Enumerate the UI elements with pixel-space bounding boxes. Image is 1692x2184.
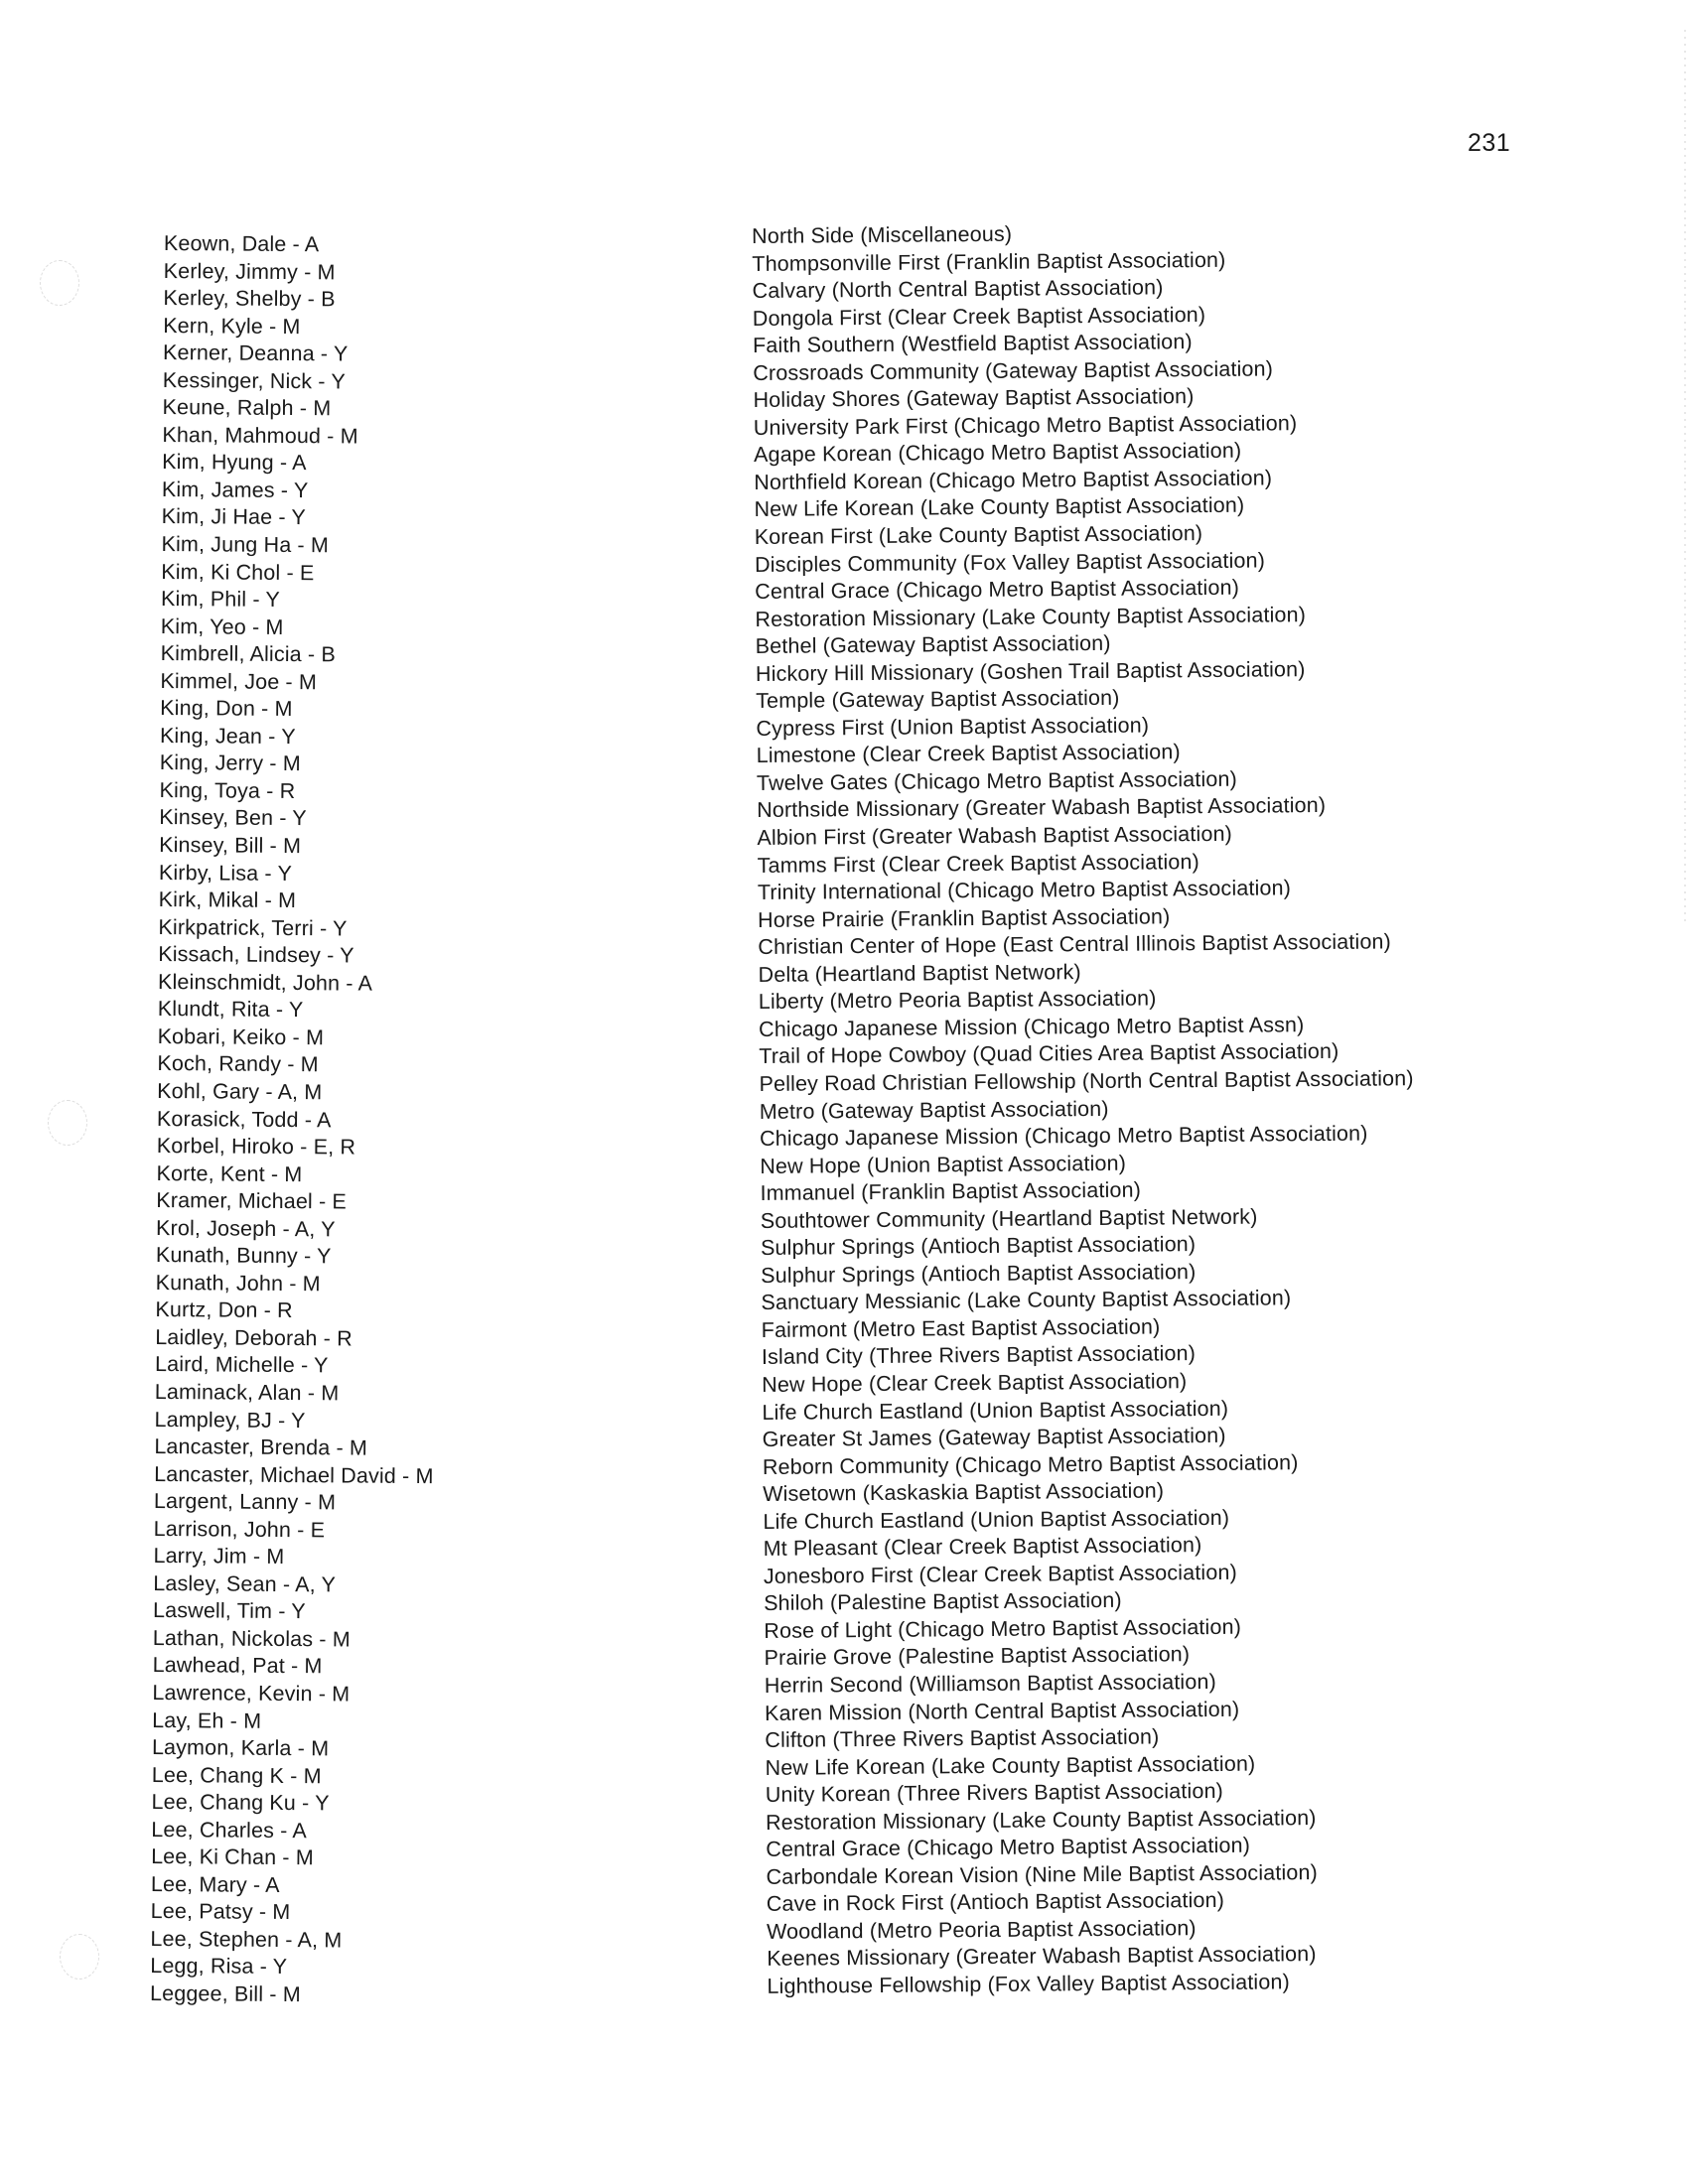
person-name: Kim, Phil - Y (160, 587, 281, 613)
person-name: Laymon, Karla - M (151, 1735, 330, 1761)
church-association: Liberty (Metro Peoria Baptist Association) (758, 986, 1157, 1015)
scan-edge-marks (1684, 30, 1686, 923)
church-association: Faith Southern (Westfield Baptist Association) (752, 330, 1193, 358)
church-association: Herrin Second (Williamson Baptist Association) (764, 1669, 1216, 1698)
person-name: Kerley, Jimmy - M (163, 258, 336, 284)
church-association: Crossroads Community (Gateway Baptist Association) (753, 356, 1274, 385)
church-association: Delta (Heartland Baptist Network) (758, 959, 1081, 987)
person-name: Largent, Lanny - M (153, 1489, 337, 1515)
person-name: Laidley, Deborah - R (155, 1324, 352, 1351)
church-association: Jonesboro First (Clear Creek Baptist Association) (763, 1560, 1237, 1588)
church-association: New Life Korean (Lake County Baptist Association) (765, 1751, 1256, 1780)
church-association: Calvary (North Central Baptist Association) (752, 275, 1164, 304)
church-association: Clifton (Three Rivers Baptist Association) (765, 1724, 1160, 1753)
church-association: Island City (Three Rivers Baptist Association) (761, 1341, 1197, 1370)
person-name: Lee, Charles - A (151, 1817, 308, 1843)
church-association: North Side (Miscellaneous) (752, 221, 1013, 248)
church-association: Bethel (Gateway Baptist Association) (755, 631, 1111, 659)
person-name: Kohl, Gary - A, M (157, 1078, 323, 1105)
church-association: Holiday Shores (Gateway Baptist Association) (753, 384, 1195, 413)
church-association: Wisetown (Kaskaskia Baptist Association) (763, 1478, 1165, 1507)
church-association: Cypress First (Union Baptist Association) (756, 713, 1150, 741)
person-name: Korte, Kent - M (156, 1160, 303, 1186)
person-name: Kim, Yeo - M (160, 614, 284, 639)
church-association: Lighthouse Fellowship (Fox Valley Baptist Association) (767, 1970, 1290, 1998)
binder-hole (60, 1934, 99, 1979)
church-association: Central Grace (Chicago Metro Baptist Association) (766, 1833, 1251, 1862)
church-association: Chicago Japanese Mission (Chicago Metro Baptist Assn) (758, 1013, 1305, 1041)
church-association: Reborn Community (Chicago Metro Baptist Association) (762, 1449, 1299, 1479)
person-name: Kirkpatrick, Terri - Y (158, 914, 348, 941)
person-name: Klundt, Rita - Y (157, 997, 304, 1023)
person-name: Kurtz, Don - R (155, 1297, 293, 1323)
name-column (150, 230, 443, 2010)
church-association: Metro (Gateway Baptist Association) (759, 1096, 1109, 1124)
church-association: Immanuel (Franklin Baptist Association) (760, 1177, 1142, 1206)
person-name: Keune, Ralph - M (162, 395, 332, 421)
church-association: Trinity International (Chicago Metro Baptist Association) (757, 876, 1292, 905)
church-association: Prairie Grove (Palestine Baptist Association) (764, 1642, 1191, 1671)
person-name: Kleinschmidt, John - A (157, 969, 373, 996)
person-name: Krol, Joseph - A, Y (156, 1215, 336, 1242)
person-name: Kinsey, Bill - M (159, 833, 302, 859)
person-name: Kerner, Deanna - Y (162, 341, 349, 366)
person-name: Kirby, Lisa - Y (158, 860, 293, 886)
person-name: Laird, Michelle - Y (154, 1352, 329, 1378)
person-name: Lee, Chang Ku - Y (151, 1790, 330, 1816)
church-association: Thompsonville First (Franklin Baptist Association) (752, 247, 1226, 276)
binder-hole (48, 1100, 87, 1146)
church-association: Shiloh (Palestine Baptist Association) (764, 1588, 1122, 1616)
church-association: Mt Pleasant (Clear Creek Baptist Association) (763, 1533, 1202, 1562)
person-name: Kramer, Michael - E (156, 1188, 348, 1214)
person-name: Lee, Ki Chan - M (151, 1844, 314, 1870)
church-association: Temple (Gateway Baptist Association) (756, 686, 1120, 714)
person-name: Laswell, Tim - Y (152, 1598, 306, 1624)
church-association: New Hope (Union Baptist Association) (760, 1151, 1127, 1178)
church-association: Christian Center of Hope (East Central Illinois Baptist Association) (758, 929, 1392, 960)
person-name: Kimbrell, Alicia - B (160, 641, 336, 667)
binder-hole (40, 260, 79, 306)
page-number: 231 (1468, 129, 1511, 157)
person-name: Koch, Randy - M (157, 1051, 319, 1077)
church-association: Unity Korean (Three Rivers Baptist Association) (765, 1779, 1224, 1808)
church-association: Sulphur Springs (Antioch Baptist Association) (760, 1232, 1197, 1261)
person-name: Kerley, Shelby - B (163, 286, 336, 312)
church-association: Sulphur Springs (Antioch Baptist Association) (761, 1259, 1197, 1288)
person-name: Kobari, Keiko - M (157, 1024, 325, 1050)
person-name: King, Don - M (160, 696, 293, 722)
person-name: Lee, Patsy - M (150, 1899, 291, 1925)
church-association: Dongola First (Clear Creek Baptist Association) (752, 302, 1206, 331)
church-association: Restoration Missionary (Lake County Baptist Association) (765, 1805, 1317, 1835)
church-association: Disciples Community (Fox Valley Baptist Association) (754, 548, 1266, 577)
church-association: Northfield Korean (Chicago Metro Baptist Association) (754, 466, 1273, 494)
church-association: Limestone (Clear Creek Baptist Association) (756, 740, 1181, 768)
person-name: Korasick, Todd - A (156, 1106, 332, 1132)
person-name: Kessinger, Nick - Y (162, 367, 346, 394)
person-name: Kim, Ki Chol - E (161, 559, 315, 585)
person-name: Kim, Hyung - A (162, 450, 307, 476)
person-name: Lathan, Nickolas - M (152, 1625, 351, 1652)
church-association: Hickory Hill Missionary (Goshen Trail Baptist Association) (755, 656, 1306, 686)
person-name: Lee, Stephen - A, M (150, 1926, 343, 1953)
person-name: Lee, Mary - A (150, 1871, 280, 1897)
person-name: King, Toya - R (159, 777, 296, 803)
church-association: Life Church Eastland (Union Baptist Association) (762, 1396, 1229, 1425)
church-association: Southtower Community (Heartland Baptist Network) (760, 1204, 1258, 1233)
church-association: Chicago Japanese Mission (Chicago Metro Baptist Association) (759, 1121, 1368, 1152)
church-association: Horse Prairie (Franklin Baptist Association) (758, 904, 1171, 932)
person-name: Larrison, John - E (153, 1516, 326, 1543)
church-association: Woodland (Metro Peoria Baptist Association) (766, 1916, 1197, 1944)
person-name: Kirk, Mikal - M (158, 887, 297, 913)
person-name: Kern, Kyle - M (163, 313, 301, 339)
church-column (752, 217, 1422, 2000)
person-name: Lancaster, Brenda - M (154, 1434, 368, 1460)
church-association: Agape Korean (Chicago Metro Baptist Association) (753, 439, 1242, 468)
church-association: Albion First (Greater Wabash Baptist Association) (757, 821, 1233, 851)
person-name: Lampley, BJ - Y (154, 1407, 306, 1433)
church-association: Life Church Eastland (Union Baptist Association) (763, 1505, 1230, 1534)
person-name: Kunath, John - M (155, 1270, 321, 1297)
person-name: Lee, Chang K - M (151, 1762, 322, 1788)
church-association: Sanctuary Messianic (Lake County Baptist Association) (761, 1286, 1292, 1315)
person-name: Keown, Dale - A (163, 230, 320, 257)
church-association: Rose of Light (Chicago Metro Baptist Association) (764, 1614, 1242, 1643)
person-name: Lancaster, Michael David - M (154, 1461, 434, 1488)
church-association: Carbondale Korean Vision (Nine Mile Baptist Association) (766, 1859, 1318, 1889)
church-association: Tamms First (Clear Creek Baptist Association) (757, 849, 1199, 878)
person-name: Lay, Eh - M (152, 1707, 262, 1733)
person-name: Larry, Jim - M (153, 1544, 285, 1570)
church-association: New Life Korean (Lake County Baptist Association) (754, 493, 1245, 522)
church-association: Pelley Road Christian Fellowship (North Central Baptist Association) (759, 1066, 1414, 1096)
person-name: Korbel, Hiroko - E, R (156, 1134, 356, 1160)
person-name: Lawrence, Kevin - M (152, 1680, 351, 1706)
church-association: Keenes Missionary (Greater Wabash Baptist Association) (767, 1942, 1317, 1972)
person-name: Legg, Risa - Y (150, 1954, 288, 1979)
person-name: Laminack, Alan - M (154, 1379, 340, 1406)
person-name: Kim, Ji Hae - Y (161, 504, 307, 530)
church-association: Fairmont (Metro East Baptist Association) (761, 1314, 1161, 1342)
church-association: Trail of Hope Cowboy (Quad Cities Area Baptist Association) (759, 1039, 1340, 1069)
person-name: Kissach, Lindsey - Y (158, 942, 354, 968)
church-association: Central Grace (Chicago Metro Baptist Association) (755, 575, 1240, 605)
church-association: Korean First (Lake County Baptist Association) (754, 521, 1203, 550)
person-name: Khan, Mahmoud - M (162, 422, 358, 449)
church-association: New Hope (Clear Creek Baptist Association) (762, 1369, 1188, 1397)
person-name: Leggee, Bill - M (149, 1980, 301, 2007)
person-name: Kinsey, Ben - Y (159, 805, 307, 831)
person-name: Kunath, Bunny - Y (155, 1243, 332, 1269)
person-name: Lasley, Sean - A, Y (153, 1570, 337, 1597)
person-name: King, Jerry - M (159, 751, 301, 776)
person-name: Lawhead, Pat - M (152, 1653, 323, 1679)
person-name: Kim, James - Y (161, 477, 309, 503)
person-name: Kim, Jung Ha - M (161, 532, 330, 558)
church-association: University Park First (Chicago Metro Baptist Association) (753, 411, 1298, 440)
church-association: Restoration Missionary (Lake County Baptist Association) (755, 602, 1307, 631)
church-association: Northside Missionary (Greater Wabash Baptist Association) (757, 793, 1327, 823)
person-name: King, Jean - Y (159, 723, 296, 749)
church-association: Twelve Gates (Chicago Metro Baptist Association) (756, 766, 1238, 795)
person-name: Kimmel, Joe - M (160, 668, 318, 694)
church-association: Karen Mission (North Central Baptist Association) (764, 1697, 1240, 1725)
church-association: Cave in Rock First (Antioch Baptist Association) (766, 1888, 1225, 1917)
church-association: Greater St James (Gateway Baptist Association) (762, 1423, 1226, 1452)
